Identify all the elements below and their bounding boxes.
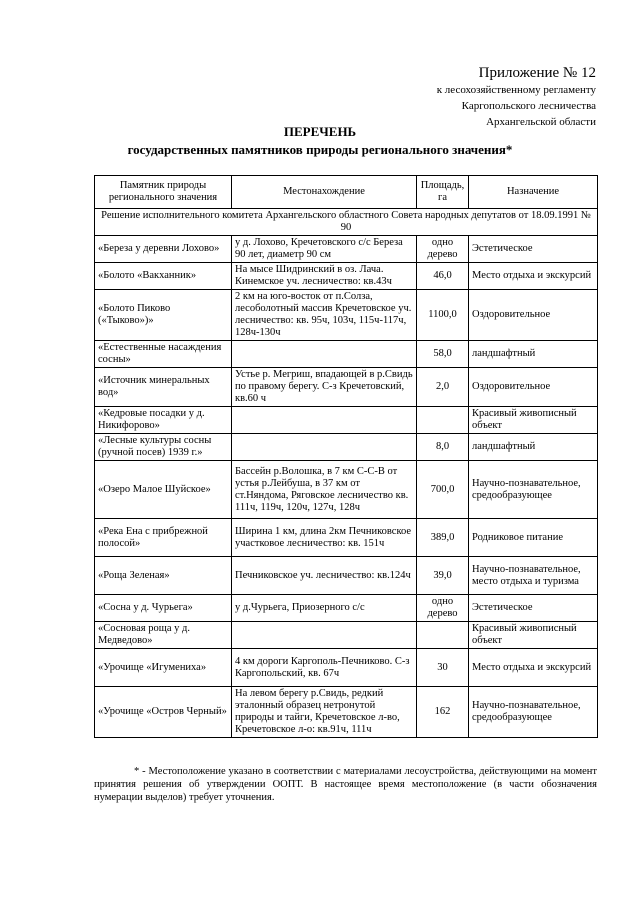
cell-monument-name: «Лесные культуры сосны (ручной посев) 1939 г.» bbox=[95, 434, 232, 461]
cell-monument-name: «Кедровые посадки у д. Никифорово» bbox=[95, 407, 232, 434]
document-title: ПЕРЕЧЕНЬ bbox=[283, 124, 357, 139]
table-row bbox=[95, 368, 598, 407]
cell-monument-name: «Естественные насаждения сосны» bbox=[95, 341, 232, 368]
decision-cell: Решение исполнительного комитета Архангельского областного Совета народных депутатов от 18.09.1991 № 90 bbox=[95, 209, 598, 236]
appendix-number: Приложение № 12 bbox=[478, 65, 596, 81]
cell-location: у д.Чурьега, Приозерного с/с bbox=[232, 595, 417, 622]
cell-area: 39,0 bbox=[417, 557, 469, 595]
cell-location bbox=[232, 434, 417, 461]
cell-area: 700,0 bbox=[417, 461, 469, 519]
cell-location: у д. Лохово, Кречетовского с/с Береза 90 лет, диаметр 90 см bbox=[232, 236, 417, 263]
cell-purpose: Оздоровительное bbox=[469, 368, 598, 407]
decision-row bbox=[95, 209, 598, 236]
cell-purpose: Красивый живописный объект bbox=[469, 407, 598, 434]
appendix-line: Архангельской области bbox=[486, 116, 596, 128]
appendix-header bbox=[437, 64, 596, 130]
cell-area: 1100,0 bbox=[417, 290, 469, 341]
cell-monument-name: «Сосна у д. Чурьега» bbox=[95, 595, 232, 622]
cell-purpose: Оздоровительное bbox=[469, 290, 598, 341]
cell-area: 8,0 bbox=[417, 434, 469, 461]
cell-purpose: Красивый живописный объект bbox=[469, 622, 598, 649]
cell-monument-name: «Урочище «Остров Черный» bbox=[95, 687, 232, 738]
cell-location bbox=[232, 622, 417, 649]
table-row bbox=[95, 407, 598, 434]
cell-location: 2 км на юго-восток от п.Солза, лесоболотный массив Кречетовское уч. лесничество: кв. 95ч, 103ч, 115ч-117ч, 128ч-130ч bbox=[232, 290, 417, 341]
cell-monument-name: «Сосновая роща у д. Медведово» bbox=[95, 622, 232, 649]
cell-monument-name: «Болото «Вакханник» bbox=[95, 263, 232, 290]
header-area: Площадь, га bbox=[417, 176, 469, 209]
cell-purpose: Место отдыха и экскурсий bbox=[469, 263, 598, 290]
cell-area: одно дерево bbox=[417, 236, 469, 263]
cell-area: 2,0 bbox=[417, 368, 469, 407]
cell-location: На левом берегу р.Свидь, редкий эталонный образец нетронутой природы и тайги, Кречетовское л-во, Кречетовское л-о: кв.91ч, 111ч bbox=[232, 687, 417, 738]
table-row bbox=[95, 687, 598, 738]
table-row bbox=[95, 290, 598, 341]
table-row bbox=[95, 649, 598, 687]
cell-area: 162 bbox=[417, 687, 469, 738]
cell-location: Бассейн р.Волошка, в 7 км С-С-В от устья р.Лейбуша, в 37 км от ст.Няндома, Ряговское лесничество кв. 111ч, 119ч, 120ч, 127ч, 128ч bbox=[232, 461, 417, 519]
cell-purpose: Научно-познавательное, средообразующее bbox=[469, 461, 598, 519]
cell-area: 389,0 bbox=[417, 519, 469, 557]
cell-area bbox=[417, 622, 469, 649]
table-row bbox=[95, 263, 598, 290]
cell-purpose: Эстетическое bbox=[469, 595, 598, 622]
cell-monument-name: «Источник минеральных вод» bbox=[95, 368, 232, 407]
table-row bbox=[95, 622, 598, 649]
cell-location: Устье р. Мегриш, впадающей в р.Свидь по правому берегу. С-з Кречетовский, кв.60 ч bbox=[232, 368, 417, 407]
document-subtitle: государственных памятников природы регионального значения* bbox=[127, 142, 513, 157]
cell-location bbox=[232, 407, 417, 434]
cell-area: 58,0 bbox=[417, 341, 469, 368]
table-row bbox=[95, 236, 598, 263]
footnote bbox=[94, 765, 597, 804]
cell-location bbox=[232, 341, 417, 368]
table-row bbox=[95, 341, 598, 368]
table-row bbox=[95, 519, 598, 557]
header-location: Местонахождение bbox=[232, 176, 417, 209]
header-purpose: Назначение bbox=[469, 176, 598, 209]
appendix-line: к лесохозяйственному регламенту bbox=[436, 84, 596, 96]
table-header-row bbox=[95, 176, 598, 209]
cell-purpose: Родниковое питание bbox=[469, 519, 598, 557]
cell-purpose: ландшафтный bbox=[469, 434, 598, 461]
cell-area: 30 bbox=[417, 649, 469, 687]
cell-monument-name: «Роща Зеленая» bbox=[95, 557, 232, 595]
cell-location: Ширина 1 км, длина 2км Печниковское участковое лесничество: кв. 151ч bbox=[232, 519, 417, 557]
cell-purpose: ландшафтный bbox=[469, 341, 598, 368]
footnote-text: * - Местоположение указано в соответствии с материалами лесоустройства, действующими на момент принятия решения об утверждении ООПТ. В настоящее время местоположение (в части обозначения нумерации выделов) требует уточнения. bbox=[94, 766, 597, 803]
table-row bbox=[95, 595, 598, 622]
cell-location: На мысе Шидринский в оз. Лача. Кинемское уч. лесничество: кв.43ч bbox=[232, 263, 417, 290]
table-row bbox=[95, 461, 598, 519]
cell-area bbox=[417, 407, 469, 434]
cell-purpose: Научно-познавательное, средообразующее bbox=[469, 687, 598, 738]
appendix-line: Каргопольского лесничества bbox=[461, 100, 596, 112]
cell-purpose: Место отдыха и экскурсий bbox=[469, 649, 598, 687]
cell-monument-name: «Болото Пиково («Тыково»)» bbox=[95, 290, 232, 341]
table-row bbox=[95, 434, 598, 461]
table-row bbox=[95, 557, 598, 595]
cell-location: 4 км дороги Каргополь-Печниково. С-з Каргопольский, кв. 67ч bbox=[232, 649, 417, 687]
monuments-table bbox=[94, 175, 598, 738]
cell-monument-name: «Береза у деревни Лохово» bbox=[95, 236, 232, 263]
header-monument: Памятник природы регионального значения bbox=[95, 176, 232, 209]
cell-area: одно дерево bbox=[417, 595, 469, 622]
cell-location: Печниковское уч. лесничество: кв.124ч bbox=[232, 557, 417, 595]
cell-purpose: Эстетическое bbox=[469, 236, 598, 263]
cell-monument-name: «Урочище «Игумениха» bbox=[95, 649, 232, 687]
cell-monument-name: «Озеро Малое Шуйское» bbox=[95, 461, 232, 519]
cell-purpose: Научно-познавательное, место отдыха и туризма bbox=[469, 557, 598, 595]
cell-area: 46,0 bbox=[417, 263, 469, 290]
cell-monument-name: «Река Ена с прибрежной полосой» bbox=[95, 519, 232, 557]
